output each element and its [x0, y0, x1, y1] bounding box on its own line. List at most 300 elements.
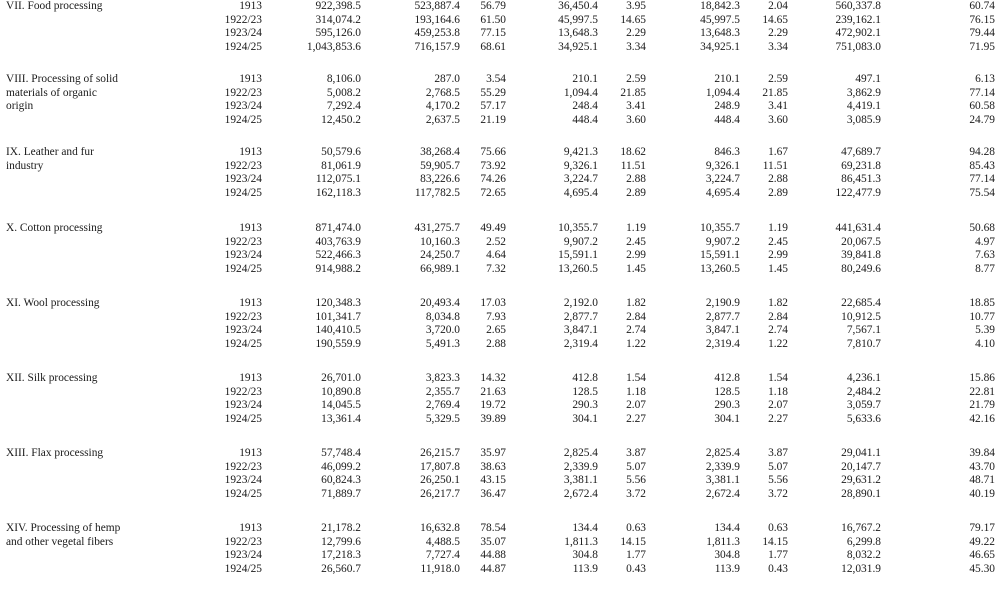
table-row [0, 73, 1005, 87]
table-row [0, 447, 1005, 461]
value-cell-1: 17,218.3 [321, 549, 361, 562]
industry-group [0, 522, 1005, 578]
value-cell-4: 210.1 [714, 73, 740, 85]
percent-cell-4: 71.95 [969, 40, 995, 53]
value-cell-3: 2,877.7 [563, 310, 598, 323]
percent-cell-2: 11.51 [620, 159, 646, 172]
value-cell-5: 239,162.1 [835, 13, 881, 26]
percent-cell-1: 19.72 [480, 399, 506, 412]
year-cell: 1922/23 [224, 460, 262, 473]
percent-cell-3: 1.67 [768, 146, 788, 158]
percent-cell-3: 14.15 [762, 535, 788, 548]
value-cell-4: 134.4 [714, 522, 740, 534]
value-cell-4: 304.1 [714, 412, 740, 425]
value-cell-5: 5,633.6 [846, 412, 881, 425]
value-cell-1: 60,824.3 [321, 474, 361, 487]
percent-cell-1: 14.32 [480, 372, 506, 384]
value-cell-2: 523,887.4 [414, 0, 460, 12]
value-cell-5: 86,451.3 [841, 173, 881, 186]
value-cell-3: 248.4 [572, 100, 598, 113]
percent-cell-1: 44.88 [480, 549, 506, 562]
value-cell-5: 4,419.1 [846, 100, 881, 113]
value-cell-1: 314,074.2 [315, 13, 361, 26]
value-cell-1: 403,763.9 [315, 235, 361, 248]
value-cell-5: 3,862.9 [846, 86, 881, 99]
value-cell-3: 2,672.4 [563, 487, 598, 500]
table-row [0, 413, 1005, 427]
table-row [0, 563, 1005, 577]
value-cell-2: 38,268.4 [420, 146, 460, 158]
percent-cell-3: 14.65 [762, 13, 788, 26]
percent-cell-3: 3.87 [768, 447, 788, 459]
percent-cell-4: 94.28 [969, 146, 995, 158]
value-cell-1: 162,118.3 [315, 186, 361, 199]
percent-cell-3: 2.74 [768, 324, 788, 337]
year-cell: 1924/25 [224, 337, 262, 350]
percent-cell-4: 79.44 [969, 27, 995, 40]
percent-cell-4: 75.54 [969, 186, 995, 199]
industry-label-line: materials of organic [6, 86, 97, 99]
value-cell-2: 5,329.5 [425, 412, 460, 425]
value-cell-3: 2,192.0 [563, 297, 598, 309]
industry-label-line: VIII. Processing of solid [6, 73, 118, 85]
value-cell-5: 69,231.8 [841, 159, 881, 172]
percent-cell-3: 3.60 [768, 113, 788, 126]
percent-cell-1: 72.65 [480, 186, 506, 199]
percent-cell-3: 2.88 [768, 173, 788, 186]
percent-cell-2: 3.34 [626, 40, 646, 53]
percent-cell-2: 14.65 [620, 13, 646, 26]
industry-label-line: VII. Food processing [6, 0, 103, 12]
year-cell: 1913 [239, 372, 262, 384]
value-cell-2: 2,355.7 [425, 385, 460, 398]
percent-cell-1: 38.63 [480, 460, 506, 473]
industry-group [0, 146, 1005, 202]
value-cell-1: 8,106.0 [326, 73, 361, 85]
percent-cell-3: 2.07 [768, 399, 788, 412]
value-cell-4: 3,847.1 [705, 324, 740, 337]
percent-cell-1: 35.97 [480, 447, 506, 459]
table-row [0, 461, 1005, 475]
table-row [0, 100, 1005, 114]
percent-cell-3: 2.59 [768, 73, 788, 85]
percent-cell-1: 7.93 [486, 310, 506, 323]
value-cell-3: 412.8 [572, 372, 598, 384]
percent-cell-1: 78.54 [480, 522, 506, 534]
value-cell-5: 12,031.9 [841, 562, 881, 575]
percent-cell-3: 2.27 [768, 412, 788, 425]
value-cell-1: 12,450.2 [321, 113, 361, 126]
percent-cell-3: 1.18 [768, 385, 788, 398]
percent-cell-1: 4.64 [486, 249, 506, 262]
value-cell-1: 101,341.7 [315, 310, 361, 323]
value-cell-3: 210.1 [572, 73, 598, 85]
value-cell-3: 1,811.3 [564, 535, 598, 548]
table-row [0, 160, 1005, 174]
percent-cell-3: 5.07 [768, 460, 788, 473]
year-cell: 1913 [239, 447, 262, 459]
value-cell-4: 304.8 [714, 549, 740, 562]
percent-cell-3: 21.85 [762, 86, 788, 99]
percent-cell-2: 1.45 [626, 262, 646, 275]
value-cell-5: 7,567.1 [846, 324, 881, 337]
year-cell: 1922/23 [224, 13, 262, 26]
table-row [0, 372, 1005, 386]
value-cell-2: 287.0 [434, 73, 460, 85]
value-cell-4: 448.4 [714, 113, 740, 126]
percent-cell-2: 5.56 [626, 474, 646, 487]
table-row [0, 249, 1005, 263]
percent-cell-2: 5.07 [626, 460, 646, 473]
percent-cell-3: 0.43 [768, 562, 788, 575]
value-cell-2: 4,488.5 [425, 535, 460, 548]
table-row [0, 114, 1005, 128]
value-cell-2: 26,217.7 [420, 487, 460, 500]
percent-cell-4: 10.77 [969, 310, 995, 323]
table-row [0, 324, 1005, 338]
table-row [0, 187, 1005, 201]
percent-cell-4: 5.39 [975, 324, 995, 337]
table-row [0, 474, 1005, 488]
percent-cell-3: 1.22 [768, 337, 788, 350]
percent-cell-1: 43.15 [480, 474, 506, 487]
percent-cell-1: 56.79 [480, 0, 506, 12]
value-cell-3: 13,648.3 [558, 27, 598, 40]
value-cell-1: 1,043,853.6 [306, 40, 361, 53]
value-cell-1: 914,988.2 [315, 262, 361, 275]
year-cell: 1923/24 [224, 474, 262, 487]
value-cell-2: 17,807.8 [420, 460, 460, 473]
year-cell: 1924/25 [224, 412, 262, 425]
percent-cell-2: 2.27 [626, 412, 646, 425]
value-cell-1: 46,099.2 [321, 460, 361, 473]
percent-cell-3: 2.84 [768, 310, 788, 323]
table-row [0, 311, 1005, 325]
percent-cell-1: 73.92 [480, 159, 506, 172]
percent-cell-4: 79.17 [969, 522, 995, 534]
year-cell: 1913 [239, 522, 262, 534]
percent-cell-3: 2.29 [768, 27, 788, 40]
percent-cell-4: 60.58 [969, 100, 995, 113]
percent-cell-4: 85.43 [969, 159, 995, 172]
table-row [0, 338, 1005, 352]
value-cell-2: 11,918.0 [420, 562, 460, 575]
value-cell-2: 7,727.4 [425, 549, 460, 562]
table-row [0, 399, 1005, 413]
industry-group [0, 222, 1005, 278]
year-cell: 1924/25 [224, 40, 262, 53]
value-cell-4: 4,695.4 [705, 186, 740, 199]
value-cell-3: 9,907.2 [563, 235, 598, 248]
percent-cell-4: 49.22 [969, 535, 995, 548]
percent-cell-4: 46.65 [969, 549, 995, 562]
value-cell-5: 29,631.2 [841, 474, 881, 487]
table-row [0, 522, 1005, 536]
value-cell-4: 113.9 [714, 562, 740, 575]
percent-cell-4: 24.79 [969, 113, 995, 126]
table-row [0, 146, 1005, 160]
percent-cell-2: 18.62 [620, 146, 646, 158]
value-cell-5: 22,685.4 [841, 297, 881, 309]
year-cell: 1913 [239, 0, 262, 12]
value-cell-3: 3,847.1 [563, 324, 598, 337]
table-row [0, 173, 1005, 187]
value-cell-4: 1,094.4 [705, 86, 740, 99]
percent-cell-4: 7.63 [975, 249, 995, 262]
value-cell-2: 24,250.7 [420, 249, 460, 262]
table-row [0, 222, 1005, 236]
percent-cell-1: 57.17 [480, 100, 506, 113]
table-row [0, 386, 1005, 400]
value-cell-3: 10,355.7 [558, 222, 598, 234]
percent-cell-2: 2.29 [626, 27, 646, 40]
percent-cell-2: 3.72 [626, 487, 646, 500]
value-cell-2: 117,782.5 [414, 186, 460, 199]
value-cell-5: 47,689.7 [841, 146, 881, 158]
value-cell-1: 26,701.0 [321, 372, 361, 384]
value-cell-2: 26,215.7 [420, 447, 460, 459]
percent-cell-3: 2.45 [768, 235, 788, 248]
percent-cell-3: 3.72 [768, 487, 788, 500]
value-cell-5: 80,249.6 [841, 262, 881, 275]
percent-cell-4: 21.79 [969, 399, 995, 412]
industry-label-line: X. Cotton processing [6, 222, 103, 234]
value-cell-1: 190,559.9 [315, 337, 361, 350]
percent-cell-1: 39.89 [480, 412, 506, 425]
value-cell-4: 128.5 [714, 385, 740, 398]
percent-cell-4: 4.10 [975, 337, 995, 350]
value-cell-3: 3,224.7 [563, 173, 598, 186]
percent-cell-3: 11.51 [762, 159, 788, 172]
value-cell-2: 193,164.6 [414, 13, 460, 26]
value-cell-4: 13,648.3 [700, 27, 740, 40]
value-cell-3: 3,381.1 [563, 474, 598, 487]
value-cell-1: 71,889.7 [321, 487, 361, 500]
year-cell: 1922/23 [224, 385, 262, 398]
percent-cell-3: 3.34 [768, 40, 788, 53]
value-cell-4: 1,811.3 [706, 535, 740, 548]
percent-cell-4: 76.15 [969, 13, 995, 26]
percent-cell-4: 60.74 [969, 0, 995, 12]
value-cell-5: 472,902.1 [835, 27, 881, 40]
percent-cell-3: 2.99 [768, 249, 788, 262]
value-cell-5: 8,032.2 [846, 549, 881, 562]
percent-cell-1: 3.54 [486, 73, 506, 85]
value-cell-3: 9,421.3 [563, 146, 598, 158]
percent-cell-1: 49.49 [480, 222, 506, 234]
year-cell: 1913 [239, 297, 262, 309]
value-cell-5: 6,299.8 [846, 535, 881, 548]
percent-cell-2: 0.43 [626, 562, 646, 575]
industry-label-line: XIV. Processing of hemp [6, 522, 121, 534]
table-row [0, 297, 1005, 311]
percent-cell-2: 2.88 [626, 173, 646, 186]
percent-cell-1: 36.47 [480, 487, 506, 500]
value-cell-1: 7,292.4 [326, 100, 361, 113]
percent-cell-4: 8.77 [975, 262, 995, 275]
industry-group [0, 73, 1005, 129]
percent-cell-1: 61.50 [480, 13, 506, 26]
percent-cell-4: 22.81 [969, 385, 995, 398]
percent-cell-2: 2.45 [626, 235, 646, 248]
percent-cell-2: 1.82 [626, 297, 646, 309]
percent-cell-3: 3.41 [768, 100, 788, 113]
industry-group [0, 447, 1005, 503]
value-cell-1: 5,008.2 [326, 86, 361, 99]
value-cell-5: 3,085.9 [846, 113, 881, 126]
table-row [0, 14, 1005, 28]
value-cell-1: 81,061.9 [321, 159, 361, 172]
value-cell-2: 66,989.1 [420, 262, 460, 275]
percent-cell-2: 3.41 [626, 100, 646, 113]
percent-cell-2: 2.89 [626, 186, 646, 199]
year-cell: 1923/24 [224, 100, 262, 113]
value-cell-3: 128.5 [572, 385, 598, 398]
value-cell-1: 50,579.6 [321, 146, 361, 158]
percent-cell-3: 1.54 [768, 372, 788, 384]
value-cell-2: 83,226.6 [420, 173, 460, 186]
value-cell-1: 57,748.4 [321, 447, 361, 459]
value-cell-4: 2,877.7 [705, 310, 740, 323]
percent-cell-2: 3.95 [626, 0, 646, 12]
industry-label-line: and other vegetal fibers [6, 535, 114, 548]
value-cell-3: 9,326.1 [563, 159, 598, 172]
value-cell-1: 10,890.8 [321, 385, 361, 398]
percent-cell-2: 3.87 [626, 447, 646, 459]
percent-cell-2: 3.60 [626, 113, 646, 126]
value-cell-4: 10,355.7 [700, 222, 740, 234]
percent-cell-1: 74.26 [480, 173, 506, 186]
percent-cell-1: 68.61 [480, 40, 506, 53]
percent-cell-1: 17.03 [480, 297, 506, 309]
value-cell-5: 29,041.1 [841, 447, 881, 459]
percent-cell-4: 4.97 [975, 235, 995, 248]
value-cell-3: 2,825.4 [563, 447, 598, 459]
value-cell-3: 134.4 [572, 522, 598, 534]
value-cell-3: 304.8 [572, 549, 598, 562]
percent-cell-2: 2.07 [626, 399, 646, 412]
percent-cell-4: 15.86 [969, 372, 995, 384]
percent-cell-1: 44.87 [480, 562, 506, 575]
value-cell-4: 248.9 [714, 100, 740, 113]
value-cell-2: 26,250.1 [420, 474, 460, 487]
percent-cell-4: 45.30 [969, 562, 995, 575]
value-cell-2: 59,905.7 [420, 159, 460, 172]
year-cell: 1923/24 [224, 27, 262, 40]
value-cell-5: 751,083.0 [835, 40, 881, 53]
percent-cell-2: 14.15 [620, 535, 646, 548]
percent-cell-3: 5.56 [768, 474, 788, 487]
value-cell-4: 9,326.1 [705, 159, 740, 172]
percent-cell-1: 2.52 [486, 235, 506, 248]
year-cell: 1913 [239, 73, 262, 85]
value-cell-1: 595,126.0 [315, 27, 361, 40]
value-cell-2: 459,253.8 [414, 27, 460, 40]
value-cell-3: 13,260.5 [558, 262, 598, 275]
value-cell-5: 122,477.9 [835, 186, 881, 199]
value-cell-1: 26,560.7 [321, 562, 361, 575]
value-cell-5: 10,912.5 [841, 310, 881, 323]
percent-cell-3: 1.77 [768, 549, 788, 562]
table-row [0, 236, 1005, 250]
percent-cell-4: 77.14 [969, 86, 995, 99]
year-cell: 1923/24 [224, 249, 262, 262]
percent-cell-2: 2.99 [626, 249, 646, 262]
value-cell-4: 34,925.1 [700, 40, 740, 53]
value-cell-2: 3,823.3 [425, 372, 460, 384]
percent-cell-1: 55.29 [480, 86, 506, 99]
percent-cell-2: 0.63 [626, 522, 646, 534]
value-cell-3: 4,695.4 [563, 186, 598, 199]
industry-label-line: origin [6, 100, 34, 113]
percent-cell-4: 18.85 [969, 297, 995, 309]
table-row [0, 488, 1005, 502]
percent-cell-1: 35.07 [480, 535, 506, 548]
value-cell-3: 34,925.1 [558, 40, 598, 53]
year-cell: 1922/23 [224, 310, 262, 323]
year-cell: 1924/25 [224, 186, 262, 199]
value-cell-5: 3,059.7 [846, 399, 881, 412]
value-cell-2: 2,768.5 [425, 86, 460, 99]
percent-cell-3: 1.82 [768, 297, 788, 309]
industry-label-line: XI. Wool processing [6, 297, 100, 309]
year-cell: 1924/25 [224, 487, 262, 500]
industry-label-line: IX. Leather and fur [6, 146, 94, 158]
industry-label-line: industry [6, 159, 44, 172]
industry-group [0, 0, 1005, 56]
year-cell: 1924/25 [224, 113, 262, 126]
percent-cell-1: 7.32 [486, 262, 506, 275]
value-cell-4: 2,339.9 [705, 460, 740, 473]
percent-cell-4: 39.84 [969, 447, 995, 459]
value-cell-2: 3,720.0 [425, 324, 460, 337]
percent-cell-3: 2.04 [768, 0, 788, 12]
value-cell-3: 304.1 [572, 412, 598, 425]
year-cell: 1922/23 [224, 159, 262, 172]
percent-cell-3: 1.45 [768, 262, 788, 275]
value-cell-5: 2,484.2 [846, 385, 881, 398]
percent-cell-2: 21.85 [620, 86, 646, 99]
year-cell: 1913 [239, 222, 262, 234]
percent-cell-1: 21.19 [480, 113, 506, 126]
year-cell: 1922/23 [224, 86, 262, 99]
percent-cell-3: 2.89 [768, 186, 788, 199]
value-cell-2: 16,632.8 [420, 522, 460, 534]
percent-cell-4: 43.70 [969, 460, 995, 473]
value-cell-2: 10,160.3 [420, 235, 460, 248]
value-cell-5: 20,147.7 [841, 460, 881, 473]
value-cell-2: 4,170.2 [425, 100, 460, 113]
percent-cell-3: 0.63 [768, 522, 788, 534]
value-cell-4: 3,224.7 [705, 173, 740, 186]
year-cell: 1923/24 [224, 549, 262, 562]
value-cell-4: 290.3 [714, 399, 740, 412]
industry-group [0, 372, 1005, 428]
value-cell-2: 20,493.4 [420, 297, 460, 309]
percent-cell-1: 2.65 [486, 324, 506, 337]
value-cell-3: 2,339.9 [563, 460, 598, 473]
percent-cell-2: 2.84 [626, 310, 646, 323]
percent-cell-4: 42.16 [969, 412, 995, 425]
value-cell-1: 112,075.1 [315, 173, 361, 186]
value-cell-5: 20,067.5 [841, 235, 881, 248]
value-cell-5: 560,337.8 [835, 0, 881, 12]
value-cell-4: 13,260.5 [700, 262, 740, 275]
table-row [0, 87, 1005, 101]
table-row [0, 0, 1005, 14]
value-cell-5: 16,767.2 [841, 522, 881, 534]
value-cell-4: 2,825.4 [705, 447, 740, 459]
